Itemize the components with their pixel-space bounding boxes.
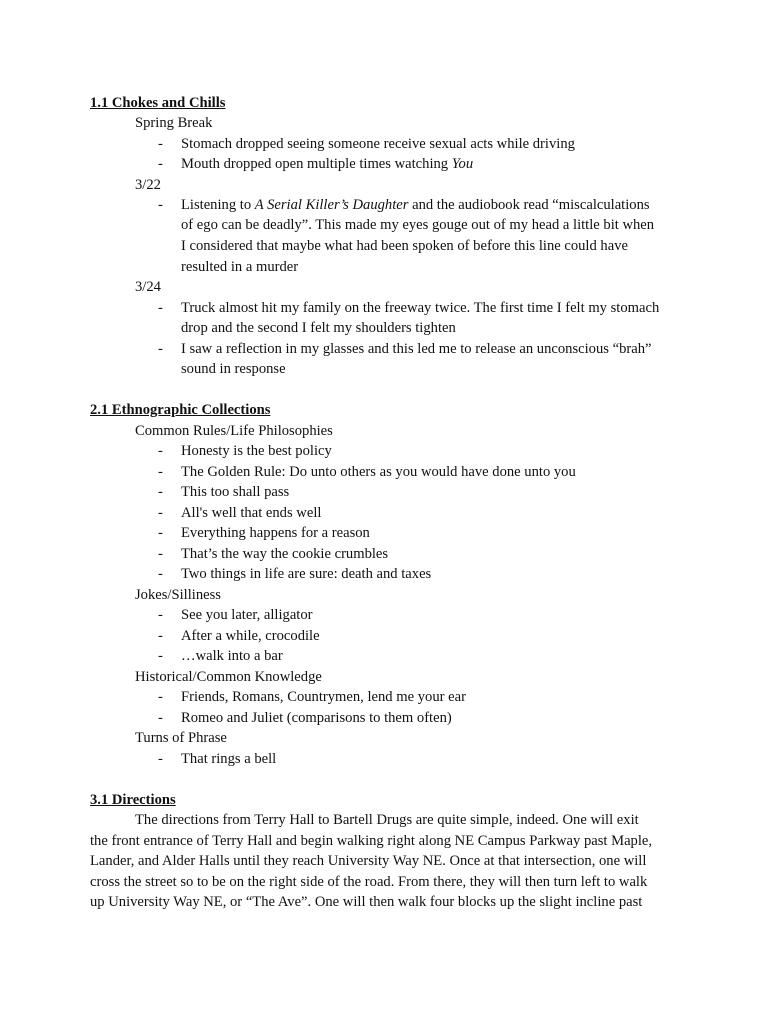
bullet-dash: - bbox=[158, 751, 163, 767]
list-item-continuation: resulted in a murder bbox=[181, 259, 299, 275]
bullet-dash: - bbox=[158, 484, 163, 500]
group-label-3-22: 3/22 bbox=[135, 177, 161, 193]
bullet-dash: - bbox=[158, 525, 163, 541]
bullet-dash: - bbox=[158, 546, 163, 562]
list-item: See you later, alligator bbox=[181, 607, 313, 623]
section-heading-chokes-and-chills: 1.1 Chokes and Chills bbox=[90, 95, 226, 111]
list-item bbox=[181, 154, 473, 174]
list-item bbox=[181, 195, 650, 215]
bullet-dash: - bbox=[158, 443, 163, 459]
bullet-dash: - bbox=[158, 628, 163, 644]
group-label-turns-of-phrase: Turns of Phrase bbox=[135, 730, 227, 746]
group-label-jokes-silliness: Jokes/Silliness bbox=[135, 587, 221, 603]
list-item: Honesty is the best policy bbox=[181, 443, 332, 459]
list-item: Stomach dropped seeing someone receive sexual acts while driving bbox=[181, 136, 575, 152]
bullet-dash: - bbox=[158, 607, 163, 623]
paragraph-line: up University Way NE, or “The Ave”. One will then walk four blocks up the slight incline past bbox=[90, 894, 643, 910]
list-item: That’s the way the cookie crumbles bbox=[181, 546, 389, 562]
list-item-continuation: drop and the second I felt my shoulders tighten bbox=[181, 320, 456, 336]
list-item-title-italic: You bbox=[451, 156, 474, 172]
bullet-dash: - bbox=[158, 197, 163, 213]
group-label-historical-knowledge: Historical/Common Knowledge bbox=[135, 669, 322, 685]
list-item: Two things in life are sure: death and taxes bbox=[181, 566, 432, 582]
bullet-dash: - bbox=[158, 464, 163, 480]
group-label-common-rules: Common Rules/Life Philosophies bbox=[135, 423, 333, 439]
list-item: I saw a reflection in my glasses and this led me to release an unconscious “brah” bbox=[181, 341, 652, 357]
list-item-title-italic: A Serial Killer’s Daughter bbox=[254, 197, 409, 213]
list-item-continuation: I considered that maybe what had been spoken of before this line could have bbox=[181, 238, 628, 254]
section-heading-ethnographic-collections: 2.1 Ethnographic Collections bbox=[90, 402, 271, 418]
paragraph-line: The directions from Terry Hall to Bartell Drugs are quite simple, indeed. One will exit bbox=[135, 812, 639, 828]
list-item: This too shall pass bbox=[181, 484, 290, 500]
bullet-dash: - bbox=[158, 710, 163, 726]
paragraph-line: the front entrance of Terry Hall and begin walking right along NE Campus Parkway past Maple, bbox=[90, 833, 653, 849]
list-item: Truck almost hit my family on the freeway twice. The first time I felt my stomach bbox=[181, 300, 660, 316]
list-item: …walk into a bar bbox=[181, 648, 283, 664]
list-item-text: Mouth dropped open multiple times watching bbox=[181, 156, 452, 172]
bullet-dash: - bbox=[158, 300, 163, 316]
bullet-dash: - bbox=[158, 136, 163, 152]
list-item-continuation: of ego can be deadly”. This made my eyes gouge out of my head a little bit when bbox=[181, 217, 655, 233]
group-label-3-24: 3/24 bbox=[135, 279, 161, 295]
list-item: Friends, Romans, Countrymen, lend me your ear bbox=[181, 689, 466, 705]
paragraph-line: cross the street so to be on the right side of the road. From there, they will then turn left to walk bbox=[90, 874, 648, 890]
bullet-dash: - bbox=[158, 156, 163, 172]
list-item: All's well that ends well bbox=[181, 505, 322, 521]
list-item-text: and the audiobook read “miscalculations bbox=[408, 197, 650, 213]
bullet-dash: - bbox=[158, 689, 163, 705]
bullet-dash: - bbox=[158, 505, 163, 521]
bullet-dash: - bbox=[158, 566, 163, 582]
list-item: Everything happens for a reason bbox=[181, 525, 370, 541]
bullet-dash: - bbox=[158, 341, 163, 357]
list-item: That rings a bell bbox=[181, 751, 277, 767]
group-label-spring-break: Spring Break bbox=[135, 115, 213, 131]
list-item: The Golden Rule: Do unto others as you would have done unto you bbox=[181, 464, 576, 480]
list-item-text: Listening to bbox=[181, 197, 255, 213]
list-item: Romeo and Juliet (comparisons to them often) bbox=[181, 710, 452, 726]
section-heading-directions: 3.1 Directions bbox=[90, 792, 176, 808]
paragraph-line: Lander, and Alder Halls until they reach University Way NE. Once at that intersection, one will bbox=[90, 853, 647, 869]
list-item-continuation: sound in response bbox=[181, 361, 286, 377]
bullet-dash: - bbox=[158, 648, 163, 664]
list-item: After a while, crocodile bbox=[181, 628, 320, 644]
